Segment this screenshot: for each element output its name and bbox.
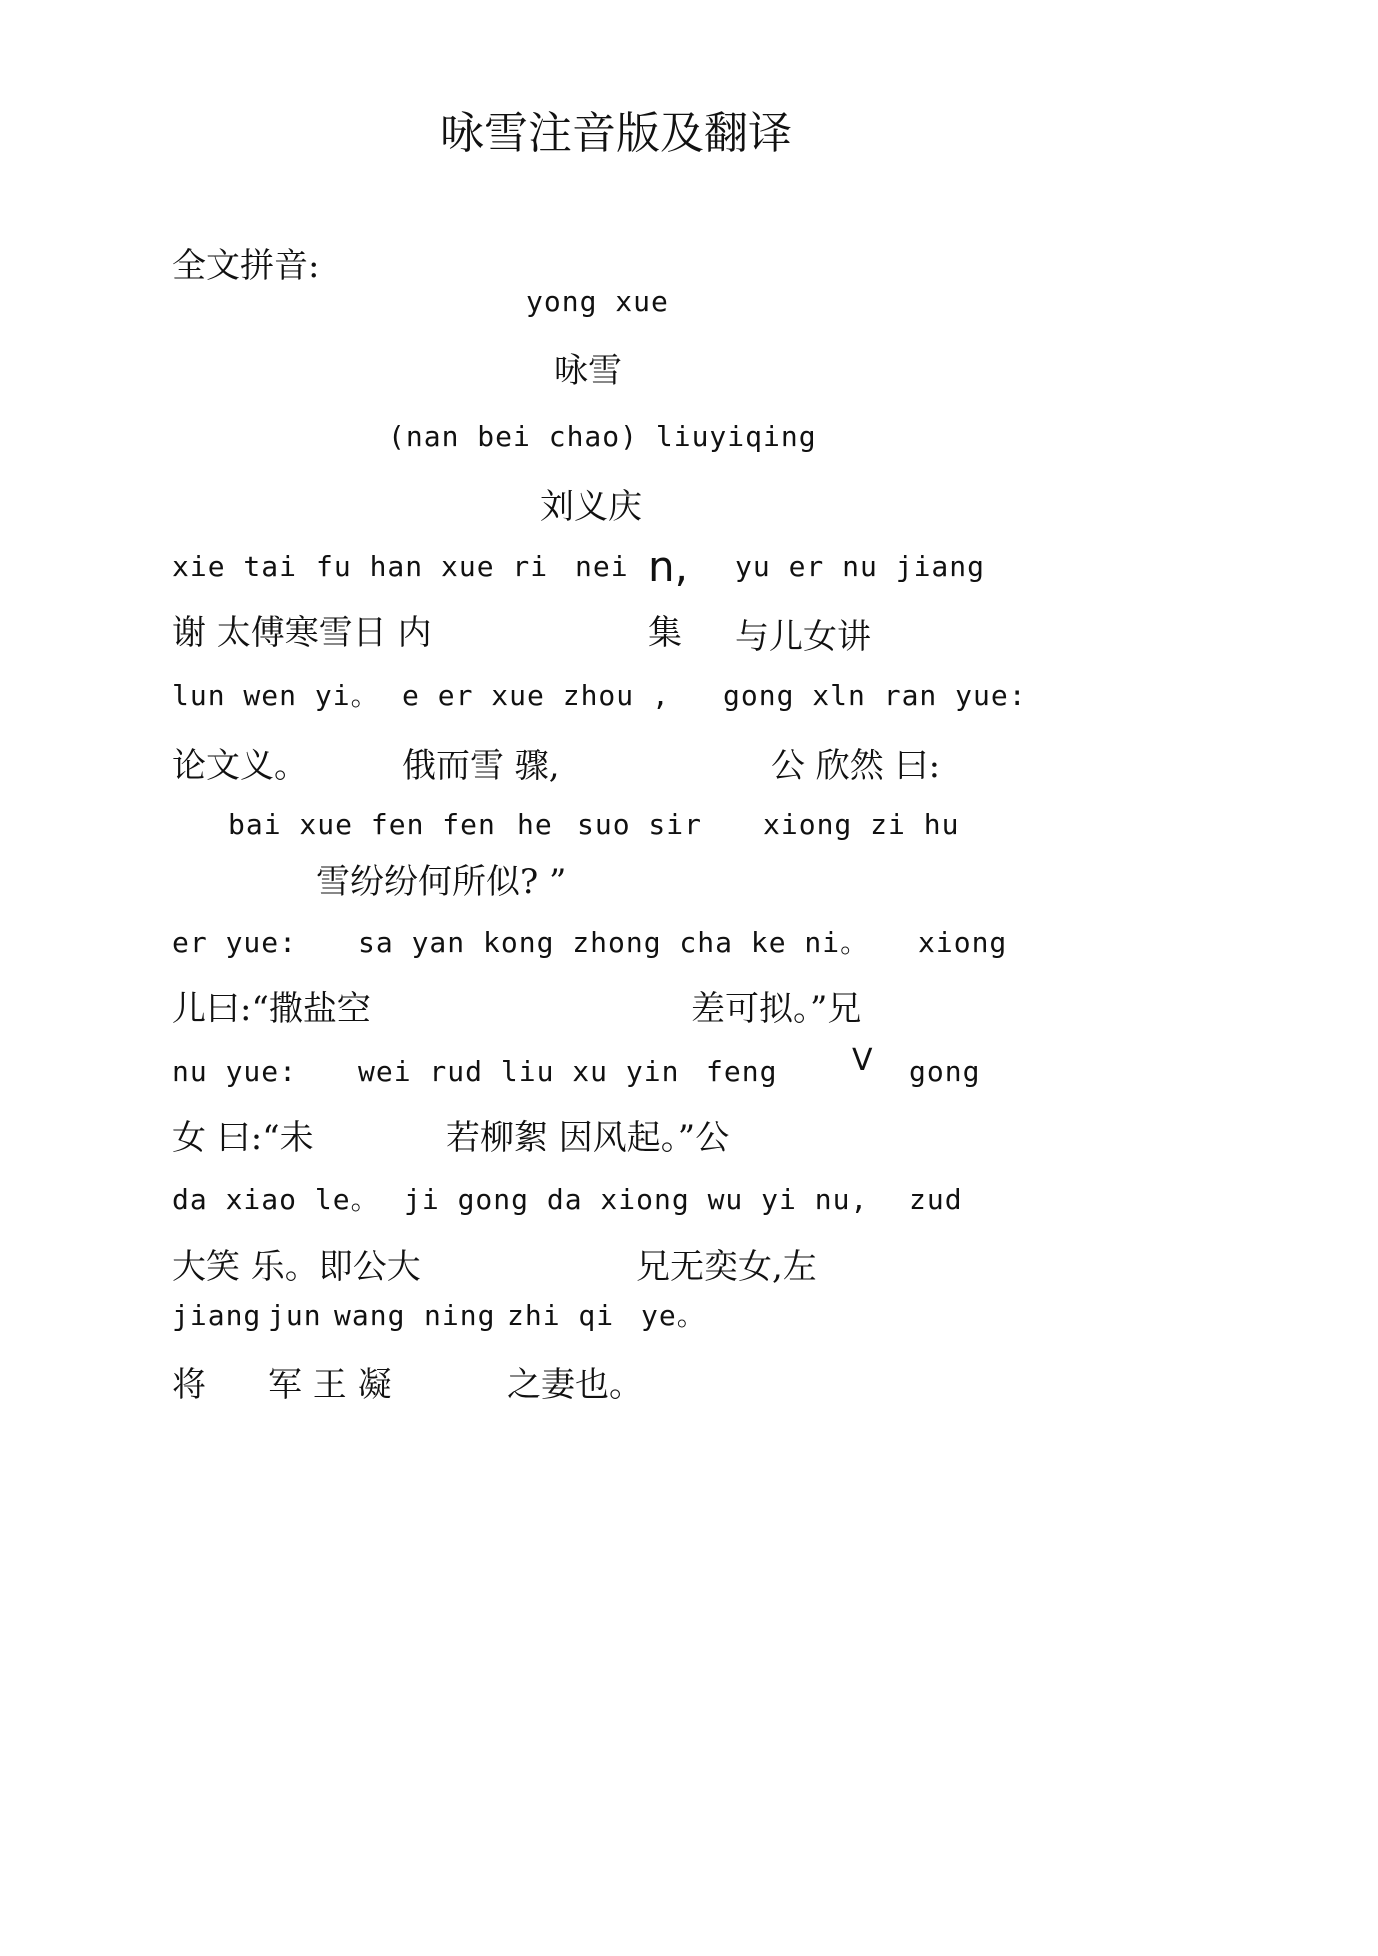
- pinyin-segment: e er xue zhou ,: [402, 679, 670, 712]
- pinyin-segment: he: [517, 808, 553, 841]
- document-title: 咏雪注音版及翻译: [440, 108, 792, 159]
- pinyin-segment: ji gong da xiong wu yi nu,: [404, 1183, 869, 1216]
- pinyin-segment: zhi qi: [507, 1299, 615, 1332]
- poem-title-pinyin: yong xue: [526, 285, 669, 318]
- hanzi-segment: 集: [648, 613, 682, 653]
- hanzi-segment: 差可拟。”兄: [691, 989, 862, 1029]
- hanzi-segment: 之妻也。: [507, 1365, 643, 1405]
- pinyin-segment: zud: [909, 1183, 963, 1216]
- hanzi-segment: 谢 太傅寒雪日 内: [172, 613, 432, 653]
- hanzi-segment: 将: [172, 1365, 206, 1405]
- pinyin-segment: yu er nu jiang: [735, 550, 986, 583]
- poem-title: 咏雪: [554, 351, 622, 391]
- author-pinyin: (nan bei chao) liuyiqing: [388, 420, 817, 453]
- pinyin-segment: lun wen yi。: [172, 679, 380, 712]
- pinyin-segment: V: [852, 1043, 873, 1078]
- hanzi-segment: 论文义。: [172, 746, 308, 786]
- pinyin-segment: ye。: [641, 1299, 706, 1332]
- hanzi-segment: 公 欣然 曰:: [771, 746, 941, 786]
- pinyin-segment: xie tai: [172, 550, 298, 583]
- hanzi-segment: 雪纷纷何所似? ”: [316, 862, 567, 902]
- hanzi-segment: 兄无奕女,左: [636, 1247, 817, 1287]
- pinyin-segment: n,: [648, 542, 688, 591]
- pinyin-segment: suo sir: [577, 808, 703, 841]
- pinyin-segment: jun: [268, 1299, 322, 1332]
- pinyin-segment: gong: [909, 1055, 981, 1088]
- hanzi-segment: 若柳絮 因风起。”公: [446, 1118, 730, 1158]
- pinyin-segment: ning: [424, 1299, 496, 1332]
- pinyin-segment: er yue:: [172, 926, 298, 959]
- pinyin-segment: nei: [575, 550, 629, 583]
- hanzi-segment: 与儿女讲: [735, 617, 871, 657]
- pinyin-segment: feng: [706, 1055, 778, 1088]
- pinyin-segment: xiong zi hu: [763, 808, 960, 841]
- pinyin-segment: fu han xue ri: [316, 550, 549, 583]
- pinyin-segment: wei rud liu xu yin: [358, 1055, 680, 1088]
- pinyin-segment: wang: [334, 1299, 406, 1332]
- hanzi-segment: 俄而雪 骤,: [402, 746, 560, 786]
- pinyin-segment: sa yan kong zhong cha ke ni。: [358, 926, 870, 959]
- hanzi-segment: 军 王 凝: [268, 1365, 392, 1405]
- section-label: 全文拼音:: [172, 246, 320, 286]
- pinyin-segment: gong xln ran yue:: [723, 679, 1027, 712]
- hanzi-segment: 大笑 乐。即公大: [172, 1247, 421, 1287]
- hanzi-segment: 儿曰:“撒盐空: [172, 989, 371, 1029]
- pinyin-segment: nu yue:: [172, 1055, 298, 1088]
- pinyin-segment: bai xue fen fen: [228, 808, 496, 841]
- hanzi-segment: 女 曰:“未: [172, 1118, 314, 1158]
- pinyin-segment: da xiao le。: [172, 1183, 380, 1216]
- pinyin-segment: jiang: [172, 1299, 262, 1332]
- author-name: 刘义庆: [540, 487, 642, 527]
- pinyin-segment: xiong: [918, 926, 1008, 959]
